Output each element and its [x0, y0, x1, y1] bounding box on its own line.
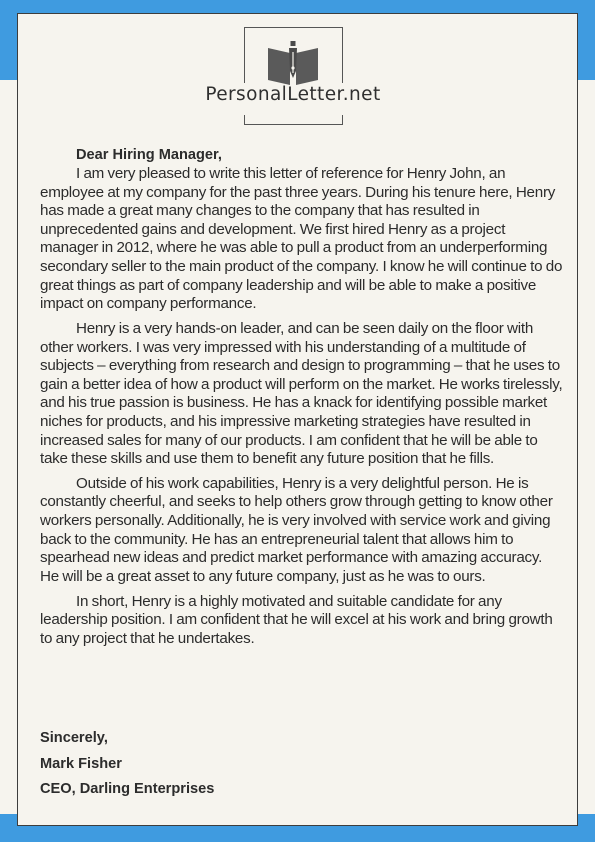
paragraph: I am very pleased to write this letter of reference for Henry John, an employee at my company for the past three years. During his tenure here, Henry has made a great many changes to the company that has resulted in unprecedented gains and development. We first hired Henry as a project manager in 2012, where he was able to pull a product from an underperforming secondary seller to the main product of the company. I know he will continue to do great things as part of company leadership and will be able to make a positive impact on company performance. [40, 165, 563, 313]
signature-block [40, 726, 214, 803]
salutation: Dear Hiring Manager, [76, 147, 222, 163]
paragraph: Henry is a very hands-on leader, and can be seen daily on the floor with other workers. I was very impressed with his understanding of a multitude of subjects – everything from research and design to programming – that he uses to gain a better idea of how a product will perform on the market. He works tirelessly, and his true passion is business. He has a knack for identifying possible market niches for products, and his impressive marketing strategies have resulted in increased sales for many of our products. I am confident that he will be able to take these skills and use them to benefit any future position that he fills. [40, 319, 563, 468]
logo-wordmark[interactable]: PersonalLetter.net [205, 84, 381, 105]
paragraph: Outside of his work capabilities, Henry is a very delightful person. He is constantly cheerful, and seeks to help others grow through getting to know other workers personally. Additionally, he is very involved with service work and giving back to the community. He has an entrepreneurial talent that allows him to spearhead new ideas and predict market performance with amazing accuracy. He will be a great asset to any future company, just as he was to ours. [40, 474, 553, 585]
paragraph: In short, Henry is a highly motivated and suitable candidate for any leadership position. I am confident that he will excel at his work and bring growth to any project that he undertakes. [40, 592, 553, 647]
signer-name: Mark Fisher [40, 755, 122, 772]
signer-title: CEO, Darling Enterprises [40, 781, 215, 797]
letter-body [40, 145, 564, 655]
closing-line: Sincerely, [40, 730, 108, 746]
logo-underline-bracket [244, 115, 343, 125]
